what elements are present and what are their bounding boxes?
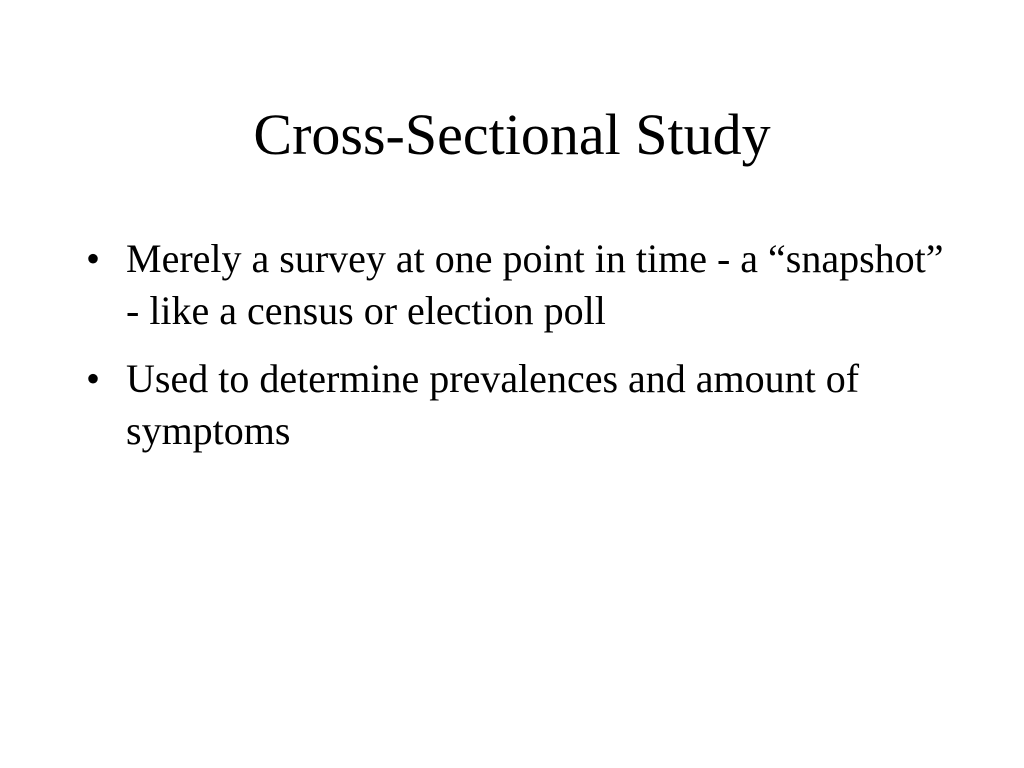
bullet-item: [86, 233, 966, 337]
bullet-item: [86, 353, 966, 457]
bullet-text: Merely a survey at one point in time - a “snapshot” - like a census or election poll: [126, 236, 944, 333]
slide-title: Cross-Sectional Study: [253, 102, 771, 167]
bullet-point-icon: •: [86, 356, 101, 401]
bullet-text: Used to determine prevalences and amount of symptoms: [126, 356, 860, 453]
bullet-point-icon: •: [86, 236, 101, 281]
bullet-list: [86, 233, 966, 473]
